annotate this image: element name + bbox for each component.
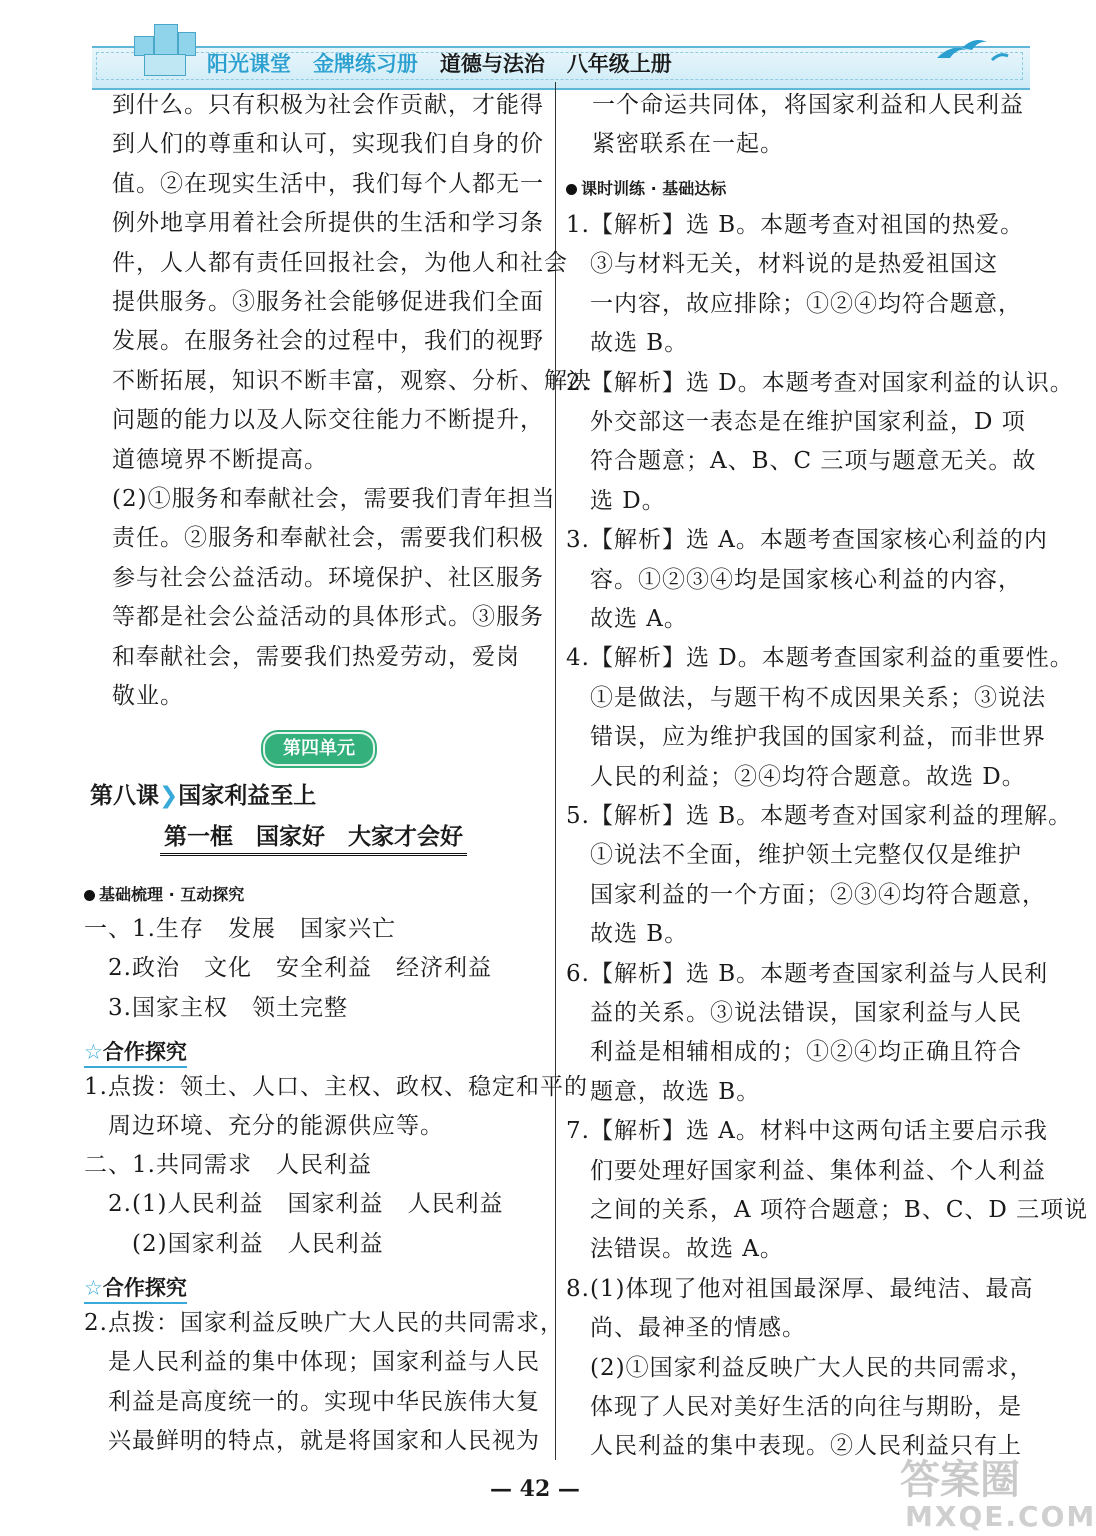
text-line: (2)①国家利益反映广大人民的共同需求，: [566, 1354, 1034, 1381]
star-icon: ☆: [84, 1040, 103, 1064]
text-line: 们要处理好国家利益、集体利益、个人利益: [566, 1157, 1046, 1184]
text-line: 等都是社会公益活动的具体形式。③服务: [112, 604, 544, 631]
subject: 道德与法治: [439, 52, 545, 76]
header-cubes-logo: [132, 18, 202, 78]
text-line: 2.政治 文化 安全利益 经济利益: [84, 955, 492, 982]
text-line: 不断拓展，知识不断丰富，观察、分析、解决: [112, 367, 592, 394]
text-line: 6.【解析】选 B。本题考查国家利益与人民利: [566, 960, 1049, 987]
text-line: 益的关系。③说法错误，国家利益与人民: [566, 1000, 1022, 1026]
text-line: 3.【解析】选 A。本题考查国家核心利益的内: [566, 527, 1048, 554]
brand-1: 阳光课堂: [207, 52, 291, 76]
text-line: 问题的能力以及人际交往能力不断提升，: [112, 407, 544, 434]
frame-title: 第一框 国家好 大家才会好: [160, 818, 467, 856]
lesson-title: 国家利益至上: [178, 783, 317, 809]
text-line: 人民的利益；②④均符合题意。故选 D。: [566, 763, 1026, 790]
text-line: 错误，应为维护我国的国家利益，而非世界: [566, 724, 1046, 751]
chevron-right-icon: ❯: [159, 783, 179, 809]
text-line: 选 D。: [566, 487, 666, 514]
page-number: — 42 —: [490, 1476, 580, 1502]
text-line: 例外地享用着社会所提供的生活和学习条: [112, 210, 544, 237]
text-line: 一个命运共同体，将国家利益和人民利益: [592, 92, 1024, 118]
lesson-heading: [90, 777, 316, 810]
text-line: 符合题意；A、B、C 三项与题意无关。故: [566, 448, 1037, 475]
header-title: [207, 48, 672, 78]
text-line: 值。②在现实生活中，我们每个人都无一: [112, 170, 544, 197]
text-line: 故选 B。: [566, 921, 689, 948]
coop-label-2: 合作探究: [102, 1276, 187, 1300]
text-line: 题意，故选 B。: [566, 1078, 761, 1105]
text-line: 和奉献社会，需要我们热爱劳动，爱岗: [112, 643, 520, 670]
text-line: 利益是相辅相成的；①②④均正确且符合: [566, 1039, 1022, 1066]
text-line: 国家利益的一个方面；②③④均符合题意，: [566, 881, 1046, 908]
text-line: 外交部这一表态是在维护国家利益，D 项: [566, 409, 1026, 435]
text-line: 8.(1)体现了他对祖国最深厚、最纯洁、最高: [566, 1275, 1034, 1302]
text-line: 容。①②③④均是国家核心利益的内容，: [566, 566, 1022, 593]
text-line: 1.【解析】选 B。本题考查对祖国的热爱。: [566, 212, 1025, 238]
lesson-number: 第八课: [90, 783, 159, 809]
text-line: (2)国家利益 人民利益: [84, 1230, 384, 1257]
text-line: 敬业。: [112, 683, 184, 709]
text-line: 紧密联系在一起。: [592, 131, 784, 158]
text-line: 一、1.生存 发展 国家兴亡: [84, 916, 396, 942]
text-line: ①是做法，与题干构不成因果关系；③说法: [566, 684, 1046, 711]
text-line: 是人民利益的集中体现；国家利益与人民: [84, 1349, 540, 1376]
watermark-url: MXQE.COM: [905, 1500, 1096, 1533]
birds-icon: [932, 28, 1022, 74]
column-divider: [555, 82, 556, 1460]
text-line: 发展。在服务社会的过程中，我们的视野: [112, 328, 544, 355]
text-line: 参与社会公益活动。环境保护、社区服务: [112, 564, 544, 591]
section-train: [566, 176, 726, 199]
section-train-label: 课时训练 · 基础达标: [581, 179, 727, 198]
text-line: 故选 B。: [566, 330, 689, 357]
text-line: 2.(1)人民利益 国家利益 人民利益: [84, 1191, 504, 1218]
text-line: (2)①服务和奉献社会，需要我们青年担当: [112, 486, 556, 512]
star-icon: ☆: [84, 1276, 103, 1300]
text-line: ③与材料无关，材料说的是热爱祖国这: [566, 251, 998, 278]
text-line: ①说法不全面，维护领土完整仅仅是维护: [566, 842, 1022, 869]
text-line: 3.国家主权 领土完整: [84, 994, 348, 1021]
text-line: 件，人人都有责任回报社会，为他人和社会: [112, 249, 568, 276]
watermark-logo: 答案圈: [900, 1457, 1020, 1503]
coop-heading-2: [84, 1272, 187, 1304]
text-line: 尚、最神圣的情感。: [566, 1315, 806, 1342]
coop-label-1: 合作探究: [102, 1040, 187, 1064]
text-line: 体现了人民对美好生活的向往与期盼，是: [566, 1394, 1022, 1420]
text-line: 责任。②服务和奉献社会，需要我们积极: [112, 525, 544, 552]
section-basic-label: 基础梳理 · 互动探究: [99, 885, 245, 904]
text-line: 1.点拨：领土、人口、主权、政权、稳定和平的: [84, 1074, 588, 1100]
text-line: 一内容，故应排除；①②④均符合题意，: [566, 290, 1022, 317]
text-line: 道德境界不断提高。: [112, 446, 328, 473]
text-line: 故选 A。: [566, 606, 688, 632]
text-line: 利益是高度统一的。实现中华民族伟大复: [84, 1388, 540, 1415]
text-line: 2.点拨：国家利益反映广大人民的共同需求，: [84, 1310, 564, 1336]
bullet-icon: [566, 184, 577, 195]
text-line: 7.【解析】选 A。材料中这两句话主要启示我: [566, 1118, 1048, 1145]
section-basic: [84, 882, 244, 905]
grade: 八年级上册: [566, 52, 672, 76]
text-line: 法错误。故选 A。: [566, 1236, 784, 1263]
text-line: 2.【解析】选 D。本题考查对国家利益的认识。: [566, 369, 1074, 396]
text-line: 周边环境、充分的能源供应等。: [84, 1113, 444, 1140]
text-line: 5.【解析】选 B。本题考查对国家利益的理解。: [566, 803, 1073, 829]
coop-heading-1: [84, 1036, 187, 1068]
page-header: [92, 18, 1030, 80]
text-line: 4.【解析】选 D。本题考查国家利益的重要性。: [566, 645, 1074, 672]
text-line: 到人们的尊重和认可，实现我们自身的价: [112, 131, 544, 158]
text-line: 到什么。只有积极为社会作贡献，才能得: [112, 92, 544, 118]
text-line: 二、1.共同需求 人民利益: [84, 1152, 372, 1178]
text-line: 之间的关系，A 项符合题意；B、C、D 三项说: [566, 1197, 1089, 1223]
bullet-icon: [84, 890, 95, 901]
text-line: 人民利益的集中表现。②人民利益只有上: [566, 1433, 1022, 1460]
brand-2: 金牌练习册: [312, 52, 418, 76]
text-line: 兴最鲜明的特点，就是将国家和人民视为: [84, 1428, 540, 1455]
text-line: 提供服务。③服务社会能够促进我们全面: [112, 289, 544, 315]
unit-badge: 第四单元: [263, 732, 375, 766]
